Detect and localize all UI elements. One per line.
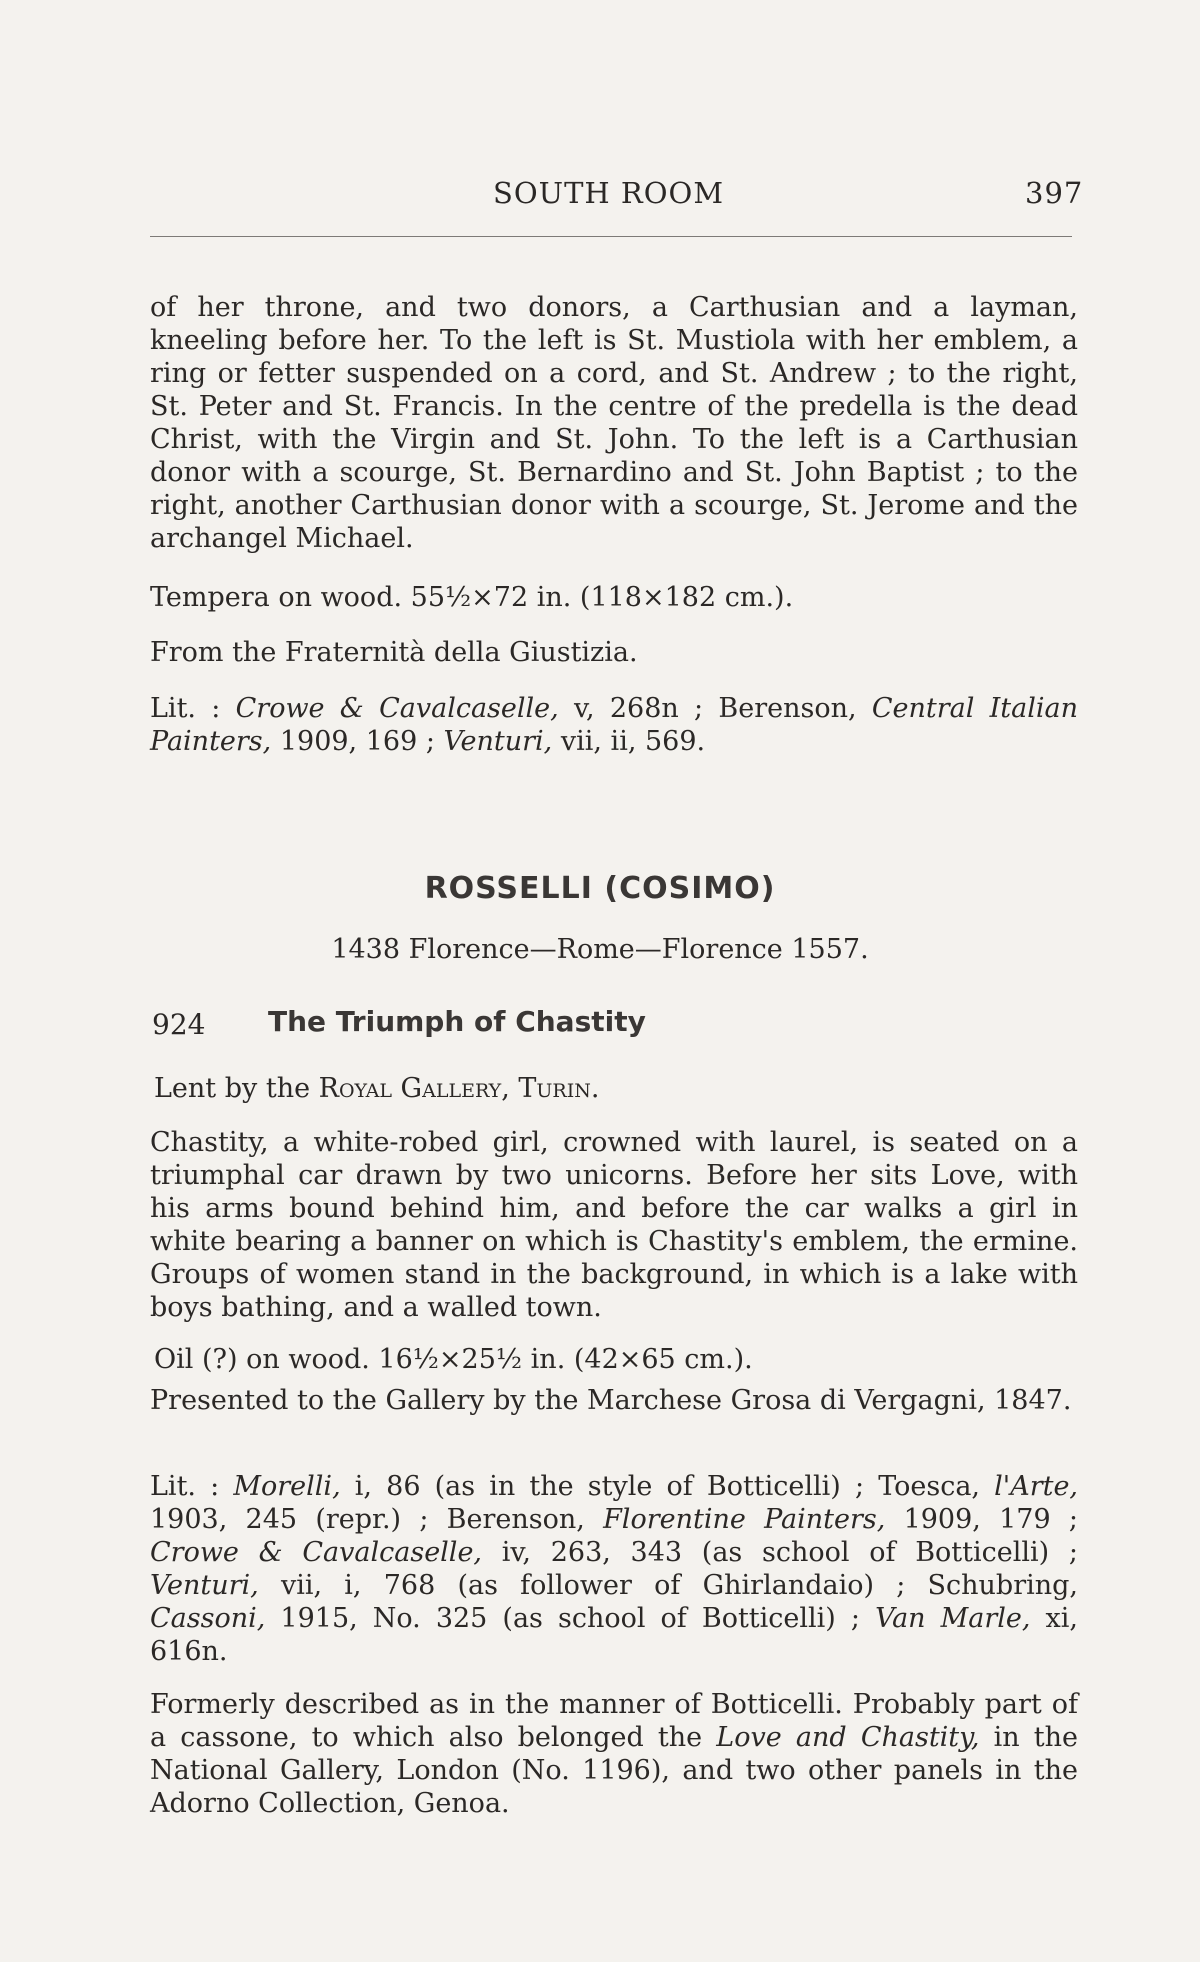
lit-text: 1903, 245 (repr.) ; Berenson, (150, 1504, 604, 1535)
lit-author: l'Arte, (994, 1471, 1079, 1502)
continued-provenance: From the Fraternità della Giustizia. (150, 637, 638, 668)
lit-text: 1909, 169 ; (271, 726, 444, 757)
lent-prefix: Lent by the (154, 1073, 319, 1104)
entry-literature (150, 1470, 1078, 1668)
lit-author: Van Marle, (875, 1603, 1031, 1634)
continued-literature (150, 692, 1078, 758)
lit-text: 1909, 179 ; (885, 1504, 1078, 1535)
lit-author: Venturi, (443, 726, 553, 757)
lit-text: xi, 616n. (150, 1603, 1078, 1667)
lit-author: Cassoni, (150, 1603, 266, 1634)
entry-title: The Triumph of Chastity (268, 1005, 646, 1038)
lit-text: 1915, No. 325 (as school of Botticelli) ; (265, 1603, 876, 1634)
lit-text: i, 86 (as in the style of Botticelli) ; Toesca, (340, 1471, 995, 1502)
running-header-title: SOUTH ROOM (493, 176, 725, 210)
lender-name: Royal Gallery, Turin. (318, 1073, 600, 1104)
entry-number: 924 (152, 1008, 206, 1041)
lit-author: Venturi, (150, 1570, 259, 1601)
artist-heading: ROSSELLI (COSIMO) (424, 871, 776, 906)
lit-text: v, 268n ; Berenson, (558, 693, 872, 724)
lit-author: Crowe & Cavalcaselle, (150, 1537, 483, 1568)
lit-author: Morelli, (233, 1471, 341, 1502)
note-text: in the National Gallery, London (No. 1196), and two other panels in the Adorno Collection, Genoa. (150, 1722, 1078, 1819)
lit-prefix: Lit. : (150, 1471, 234, 1502)
entry-medium: Oil (?) on wood. 16½×25½ in. (42×65 cm.). (154, 1344, 753, 1375)
entry-description: Chastity, a white-robed girl, crowned with laurel, is seated on a triumphal car drawn by two unicorns. Before her sits Love, with his arms bound behind him, and before the car walks a girl in white bearing a banner on which is Chastity's emblem, the ermine. Groups of women stand in the background, in which is a lake with boys bathing, and a walled town. (150, 1127, 1078, 1323)
header-rule (150, 236, 1072, 237)
entry-provenance: Presented to the Gallery by the Marchese Grosa di Vergagni, 1847. (150, 1385, 1072, 1416)
lit-text: iv, 263, 343 (as school of Botticelli) ; (482, 1537, 1078, 1568)
lit-text: vii, ii, 569. (552, 726, 706, 757)
artist-dates: 1438 Florence—Rome—Florence 1557. (331, 934, 869, 965)
lender-line (154, 1073, 599, 1104)
lit-author: Florentine Painters, (603, 1504, 886, 1535)
lit-author: Crowe & Cavalcaselle, (235, 693, 559, 724)
page-number: 397 (1025, 176, 1084, 210)
note-text: Formerly described as in the manner of Botticelli. Probably part of a cassone, to which also belonged the (150, 1689, 1078, 1753)
lit-prefix: Lit. : (150, 693, 236, 724)
entry-note (150, 1688, 1078, 1820)
note-title: Love and Chastity, (716, 1722, 980, 1753)
continued-medium: Tempera on wood. 55½×72 in. (118×182 cm.). (150, 582, 794, 613)
lit-text: vii, i, 768 (as follower of Ghirlandaio) ; Schubring, (258, 1570, 1078, 1601)
continued-description: of her throne, and two donors, a Carthusian and a layman, kneeling before her. To the left is St. Mustiola with her emblem, a ring or fetter suspended on a cord, and St. Andrew ; to the right, St. Peter and St. Francis. In the centre of the predella is the dead Christ, with the Virgin and St. John. To the left is a Carthusian donor with a scourge, St. Bernardino and St. John Baptist ; to the right, another Carthusian donor with a scourge, St. Jerome and the archangel Michael. (150, 292, 1078, 554)
lit-author: Central Italian Painters, (150, 693, 1079, 757)
